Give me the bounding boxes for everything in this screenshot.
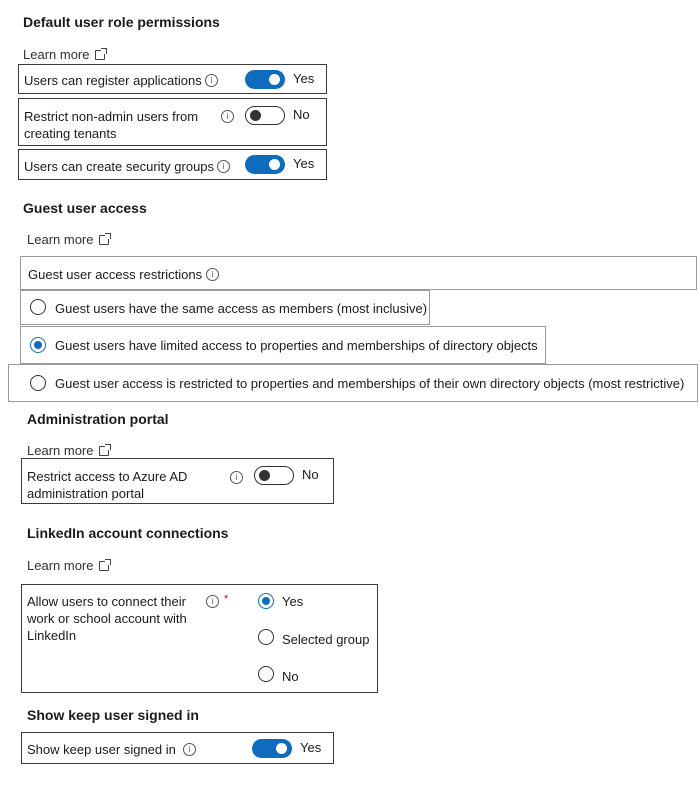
external-link-icon — [95, 50, 105, 60]
toggle-knob — [269, 159, 280, 170]
toggle-knob — [259, 470, 270, 481]
toggle-knob — [250, 110, 261, 121]
linkedin-option-no-radio[interactable] — [258, 666, 274, 682]
guest-option-label: Guest users have the same access as members (most inclusive) — [55, 301, 428, 316]
info-icon[interactable]: i — [205, 74, 218, 87]
default-user-role-heading: Default user role permissions — [23, 14, 220, 30]
guest-restrictions-header — [20, 256, 697, 290]
guest-option-limited-access[interactable] — [20, 326, 546, 364]
guest-option-label: Guest user access is restricted to properties and memberships of their own directory objects (most restrictive) — [55, 376, 685, 391]
guest-option-same-access[interactable] — [20, 290, 430, 325]
setting-restrict-tenants — [18, 98, 327, 146]
restrict-admin-portal-toggle[interactable] — [254, 466, 294, 485]
toggle-value: Yes — [293, 156, 315, 171]
setting-linkedin-connections — [21, 584, 378, 693]
setting-label-line1: Restrict access to Azure AD — [27, 469, 188, 484]
learn-more-link-admin[interactable] — [27, 443, 109, 458]
toggle-knob — [276, 743, 287, 754]
learn-more-label: Learn more — [27, 443, 94, 458]
learn-more-label: Learn more — [23, 47, 90, 62]
external-link-icon — [99, 561, 109, 571]
toggle-value: Yes — [300, 740, 322, 755]
keep-signed-in-heading: Show keep user signed in — [27, 707, 199, 723]
info-icon[interactable]: i — [230, 471, 243, 484]
setting-restrict-admin-portal — [21, 458, 334, 504]
setting-register-applications — [18, 64, 327, 94]
register-applications-toggle[interactable] — [245, 70, 285, 89]
info-icon[interactable]: i — [217, 160, 230, 173]
learn-more-label: Learn more — [27, 232, 94, 247]
toggle-value: No — [302, 467, 319, 482]
external-link-icon — [99, 446, 109, 456]
guest-option-label: Guest users have limited access to properties and memberships of directory objects — [55, 338, 538, 353]
setting-label-line2: administration portal — [27, 486, 145, 501]
guest-option-radio-selected[interactable] — [30, 337, 46, 353]
toggle-knob — [269, 74, 280, 85]
setting-label-line2: creating tenants — [24, 126, 117, 141]
guest-restrictions-label: Guest user access restrictions — [28, 267, 203, 282]
learn-more-link-linkedin[interactable] — [27, 558, 109, 573]
setting-label: Show keep user signed in — [27, 742, 176, 757]
info-icon[interactable]: i — [183, 743, 196, 756]
info-icon[interactable]: i — [206, 595, 219, 608]
setting-label: Users can create security groups — [24, 159, 215, 174]
learn-more-link-default-role[interactable] — [23, 47, 105, 62]
setting-label-line1: Allow users to connect their — [27, 594, 186, 609]
security-groups-toggle[interactable] — [245, 155, 285, 174]
keep-signed-in-toggle[interactable] — [252, 739, 292, 758]
info-icon[interactable]: i — [206, 268, 219, 281]
learn-more-link-guest[interactable] — [27, 232, 109, 247]
restrict-tenants-toggle[interactable] — [245, 106, 285, 125]
guest-option-radio[interactable] — [30, 299, 46, 315]
linkedin-option-yes-radio[interactable] — [258, 593, 274, 609]
setting-label-line1: Restrict non-admin users from — [24, 109, 199, 124]
setting-create-security-groups — [18, 149, 327, 180]
learn-more-label: Learn more — [27, 558, 94, 573]
linkedin-option-selected-group-radio[interactable] — [258, 629, 274, 645]
guest-user-access-heading: Guest user access — [23, 200, 147, 216]
info-icon[interactable]: i — [221, 110, 234, 123]
guest-option-restricted-access[interactable] — [8, 364, 698, 402]
toggle-value: Yes — [293, 71, 315, 86]
setting-label: Users can register applications — [24, 73, 202, 88]
setting-keep-signed-in — [21, 732, 334, 764]
linkedin-heading: LinkedIn account connections — [27, 525, 229, 541]
external-link-icon — [99, 235, 109, 245]
guest-option-radio[interactable] — [30, 375, 46, 391]
toggle-value: No — [293, 107, 310, 122]
required-mark: * — [224, 593, 229, 605]
linkedin-option-label: No — [282, 669, 299, 684]
setting-label-line3: LinkedIn — [27, 628, 77, 643]
setting-label-line2: work or school account with — [27, 611, 187, 626]
linkedin-option-label: Yes — [282, 594, 304, 609]
linkedin-option-label: Selected group — [282, 632, 370, 647]
administration-portal-heading: Administration portal — [27, 411, 169, 427]
